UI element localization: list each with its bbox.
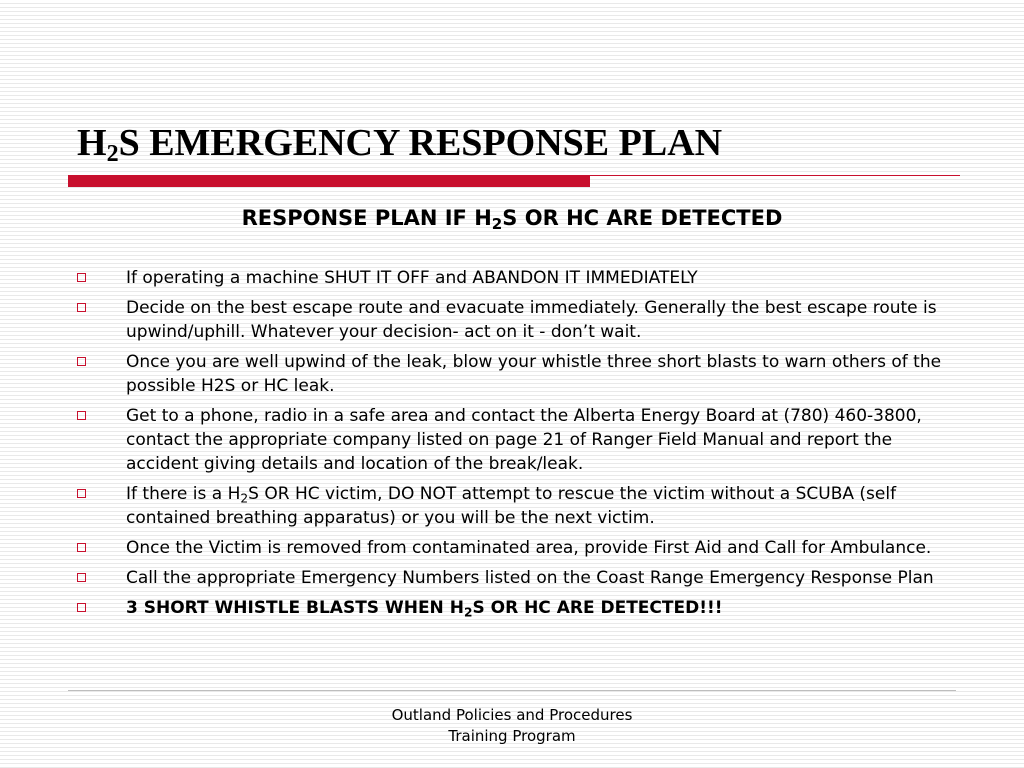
list-item bbox=[77, 404, 962, 476]
subtitle-rest: S OR HC ARE DETECTED bbox=[502, 206, 783, 230]
list-item bbox=[77, 266, 962, 290]
hollow-square-bullet-icon bbox=[77, 489, 86, 498]
list-item-subscript: 2 bbox=[463, 605, 473, 620]
title-subscript: 2 bbox=[106, 141, 119, 167]
slide-title bbox=[77, 118, 722, 168]
footer-line-2: Training Program bbox=[448, 727, 576, 745]
list-item-emphasis bbox=[77, 596, 962, 620]
list-item-text-prefix: If there is a H bbox=[126, 484, 241, 504]
list-item-text: Call the appropriate Emergency Numbers listed on the Coast Range Emergency Response Plan bbox=[126, 568, 934, 588]
hollow-square-bullet-icon bbox=[77, 543, 86, 552]
list-item-text: Decide on the best escape route and evacuate immediately. Generally the best escape route is upwind/uphill. Whatever your decision- act on it - don’t wait. bbox=[126, 298, 937, 342]
list-item-text-rest: S OR HC victim, DO NOT attempt to rescue the victim without a SCUBA (self contained breathing apparatus) or you will be the next victim. bbox=[126, 484, 897, 528]
title-underline-thick bbox=[68, 176, 590, 187]
list-item-text: If operating a machine SHUT IT OFF and ABANDON IT IMMEDIATELY bbox=[126, 268, 698, 288]
footer-divider bbox=[68, 690, 956, 691]
hollow-square-bullet-icon bbox=[77, 357, 86, 366]
slide-footer bbox=[0, 705, 1024, 747]
title-rest: S EMERGENCY RESPONSE PLAN bbox=[118, 122, 723, 164]
hollow-square-bullet-icon bbox=[77, 303, 86, 312]
list-item bbox=[77, 296, 962, 344]
subtitle-subscript: 2 bbox=[491, 215, 503, 234]
list-item-text: Get to a phone, radio in a safe area and contact the Alberta Energy Board at (780) 460-3800, contact the appropriate company listed on page 21 of Ranger Field Manual and report the accident giving details and location of the break/leak. bbox=[126, 406, 922, 474]
list-item-text-prefix: 3 SHORT WHISTLE BLASTS WHEN H bbox=[126, 598, 464, 618]
list-item-text: Once you are well upwind of the leak, blow your whistle three short blasts to warn others of the possible H2S or HC leak. bbox=[126, 352, 942, 396]
subtitle-prefix: RESPONSE PLAN IF H bbox=[241, 206, 492, 230]
hollow-square-bullet-icon bbox=[77, 603, 86, 612]
title-prefix: H bbox=[77, 122, 107, 164]
list-item bbox=[77, 566, 962, 590]
slide-subtitle bbox=[0, 203, 1024, 233]
hollow-square-bullet-icon bbox=[77, 273, 86, 282]
hollow-square-bullet-icon bbox=[77, 573, 86, 582]
list-item-subscript: 2 bbox=[240, 491, 249, 506]
footer-line-1: Outland Policies and Procedures bbox=[391, 706, 633, 724]
list-item bbox=[77, 350, 962, 398]
list-item-text-rest: S OR HC ARE DETECTED!!! bbox=[472, 598, 723, 618]
list-item bbox=[77, 536, 962, 560]
list-item bbox=[77, 482, 962, 530]
response-steps-list bbox=[77, 266, 962, 626]
list-item-text: Once the Victim is removed from contaminated area, provide First Aid and Call for Ambulance. bbox=[126, 538, 932, 558]
hollow-square-bullet-icon bbox=[77, 411, 86, 420]
